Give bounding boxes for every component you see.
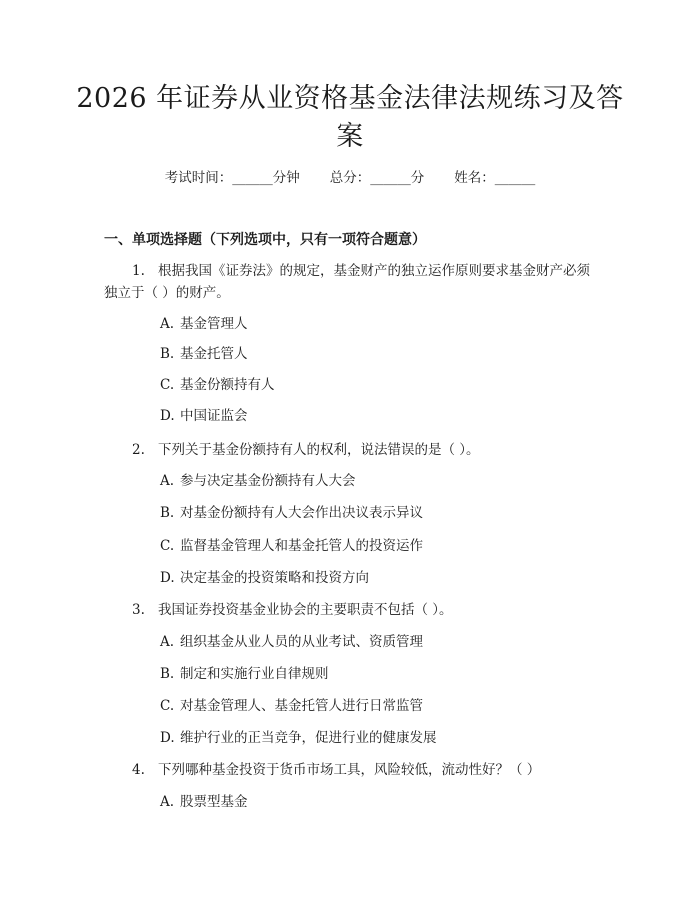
question-number: 1.	[132, 263, 145, 279]
total-score-label: 总分：______分	[329, 170, 425, 186]
question-number: 3.	[132, 602, 145, 618]
question-text: 我国证券投资基金业协会的主要职责不包括（ ）。	[158, 602, 453, 618]
question-2-option-d: D. 决定基金的投资策略和投资方向	[160, 570, 369, 586]
exam-time-label: 考试时间：______分钟	[164, 170, 300, 186]
question-1	[104, 260, 612, 304]
question-2-option-a: A. 参与决定基金份额持有人大会	[160, 473, 356, 489]
question-3-option-a: A. 组织基金从业人员的从业考试、资质管理	[160, 634, 423, 650]
question-1-option-c: C. 基金份额持有人	[160, 377, 275, 393]
document-title: 2026 年证券从业资格基金法律法规练习及答案	[76, 83, 624, 152]
question-3	[132, 599, 612, 621]
question-2-option-b: B. 对基金份额持有人大会作出决议表示异议	[160, 505, 423, 521]
question-3-option-d: D. 维护行业的正当竞争，促进行业的健康发展	[160, 730, 437, 746]
exam-meta	[0, 168, 700, 188]
question-3-option-b: B. 制定和实施行业自律规则	[160, 666, 329, 682]
question-1-option-a: A. 基金管理人	[160, 316, 248, 332]
question-text: 下列哪种基金投资于货币市场工具，风险较低，流动性好？（ ）	[158, 762, 541, 778]
question-number: 2.	[132, 442, 145, 458]
question-number: 4.	[132, 762, 145, 778]
question-1-option-b: B. 基金托管人	[160, 346, 248, 362]
question-2-option-c: C. 监督基金管理人和基金托管人的投资运作	[160, 538, 423, 554]
question-1-option-d: D. 中国证监会	[160, 408, 248, 424]
question-text: 根据我国《证券法》的规定，基金财产的独立运作原则要求基金财产必须	[158, 263, 590, 279]
question-4	[132, 759, 612, 781]
section-title: 一、单项选择题（下列选项中，只有一项符合题意）	[104, 232, 426, 248]
question-text-continued: 独立于（ ）的财产。	[104, 285, 230, 301]
name-label: 姓名：______	[454, 170, 536, 186]
question-4-option-a: A. 股票型基金	[160, 794, 248, 810]
question-2	[132, 439, 612, 461]
question-text: 下列关于基金份额持有人的权利，说法错误的是（ ）。	[158, 442, 480, 458]
question-3-option-c: C. 对基金管理人、基金托管人进行日常监管	[160, 698, 423, 714]
